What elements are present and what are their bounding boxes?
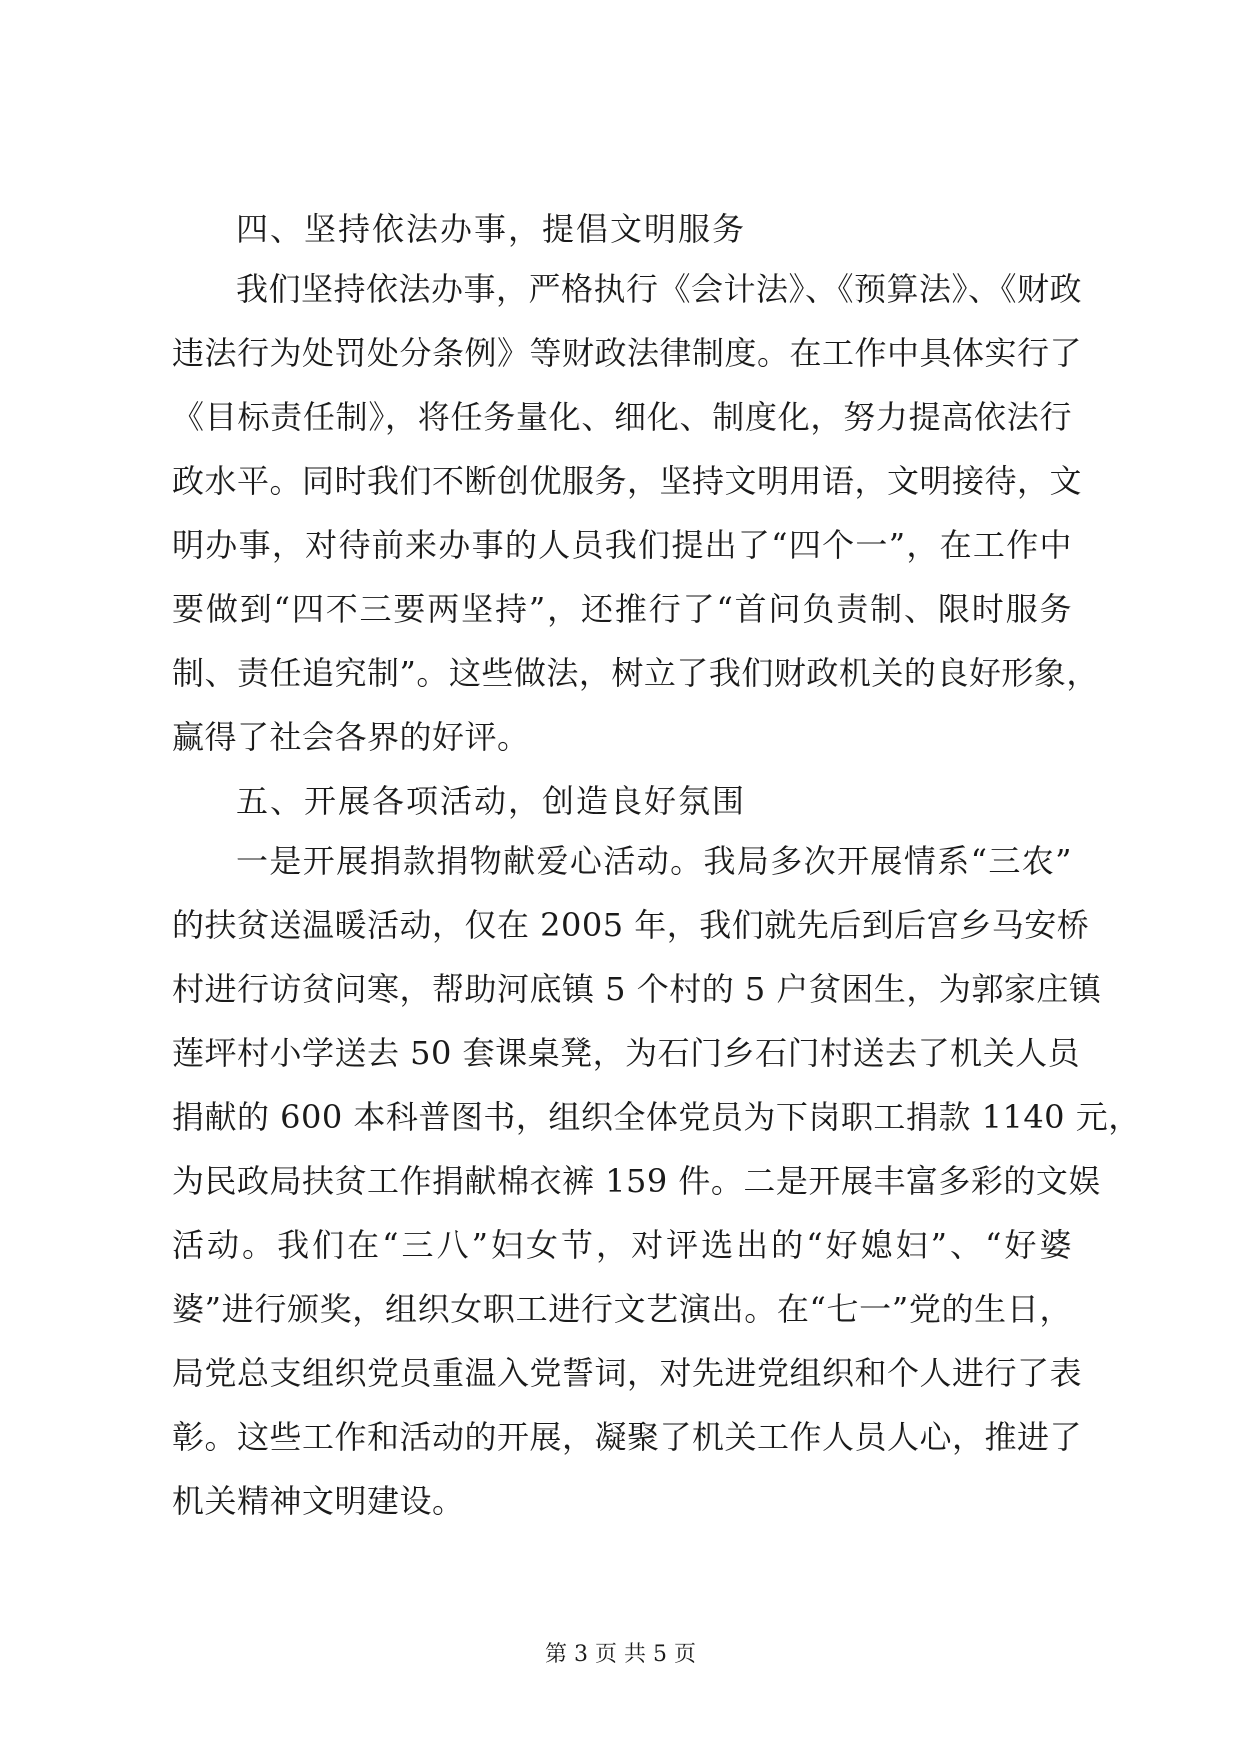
section-5-heading: 五、开展各项活动，创造良好氛围 [236, 782, 747, 820]
section-5-line-6: 为民政局扶贫工作捐献棉衣裤 159 件。二是开展丰富多彩的文娱 [172, 1162, 1101, 1200]
section-5-line-5: 捐献的 600 本科普图书，组织全体党员为下岗职工捐款 1140 元， [172, 1098, 1141, 1136]
section-5-line-3: 村进行访贫问寒，帮助河底镇 5 个村的 5 户贫困生，为郭家庄镇 [172, 970, 1102, 1008]
section-5-line-10: 彰。这些工作和活动的开展，凝聚了机关工作人员人心，推进了 [172, 1418, 1083, 1456]
section-5-line-2: 的扶贫送温暖活动，仅在 2005 年，我们就先后到后宫乡马安桥 [172, 906, 1090, 944]
section-4-heading: 四、坚持依法办事，提倡文明服务 [236, 210, 747, 248]
section-5-line-4: 莲坪村小学送去 50 套课桌凳，为石门乡石门村送去了机关人员 [172, 1034, 1081, 1072]
section-4-line-7: 制、责任追究制”。这些做法，树立了我们财政机关的良好形象， [172, 654, 1099, 692]
section-4-line-6: 要做到“四不三要两坚持”，还推行了“首问负责制、限时服务 [172, 590, 1072, 628]
section-4-line-1: 我们坚持依法办事，严格执行《会计法》、《预算法》、《财政 [236, 270, 1083, 308]
section-5-line-11: 机关精神文明建设。 [172, 1482, 465, 1520]
section-5-line-1: 一是开展捐款捐物献爱心活动。我局多次开展情系“三农” [236, 842, 1072, 880]
section-4-line-3: 《目标责任制》，将任务量化、细化、制度化，努力提高依法行 [172, 398, 1072, 436]
document-body [172, 200, 1141, 1536]
page-footer: 第 3 页 共 5 页 [545, 1642, 696, 1667]
section-4-line-5: 明办事，对待前来办事的人员我们提出了“四个一”，在工作中 [172, 526, 1072, 564]
section-5-line-9: 局党总支组织党员重温入党誓词，对先进党组织和个人进行了表 [172, 1354, 1083, 1392]
section-4-line-2: 违法行为处罚处分条例》等财政法律制度。在工作中具体实行了 [172, 334, 1083, 372]
section-4-line-4: 政水平。同时我们不断创优服务，坚持文明用语，文明接待，文 [172, 462, 1083, 500]
section-5-line-7: 活动。我们在“三八”妇女节，对评选出的“好媳妇”、“好婆 [172, 1226, 1072, 1264]
section-5-line-8: 婆”进行颁奖，组织女职工进行文艺演出。在“七一”党的生日， [172, 1290, 1072, 1328]
section-4-line-8: 赢得了社会各界的好评。 [172, 718, 530, 756]
